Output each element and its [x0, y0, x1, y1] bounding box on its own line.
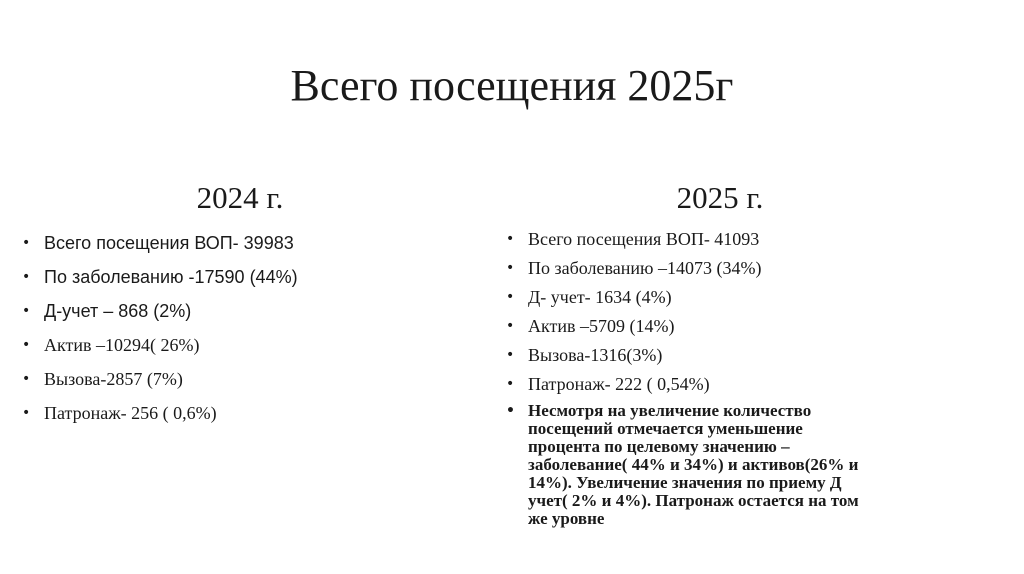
list-item-text: Всего посещения ВОП- 41093 [528, 229, 760, 249]
list-item [506, 257, 876, 286]
list-item-text: Патронаж- 222 ( 0,54%) [528, 374, 710, 394]
bullet-icon: • [22, 269, 31, 285]
bullet-icon: • [506, 376, 515, 392]
right-bullet-list [506, 228, 876, 528]
list-item-text: Несмотря на увеличение количество посещений отмечается уменьшение процента по целевому значению – заболевание( 44% и 34%) и активов(26% и 14%). Увеличение значения по приему Д учет( 2% и 4%). Патронаж остается на том же уровне [528, 401, 859, 528]
list-item [506, 344, 876, 373]
bullet-icon: • [506, 260, 515, 276]
list-item [22, 367, 462, 401]
list-item-summary [506, 402, 876, 528]
list-item [506, 373, 876, 402]
slide-title: Всего посещения 2025г [290, 61, 734, 110]
list-item [506, 286, 876, 315]
bullet-icon: • [506, 289, 515, 305]
bullet-icon: • [506, 403, 515, 419]
list-item-text: По заболеванию –14073 (34%) [528, 258, 762, 278]
list-item-text: Вызова-2857 (7%) [44, 369, 183, 389]
bullet-icon: • [506, 318, 515, 334]
bullet-icon: • [22, 303, 31, 319]
list-item [22, 401, 462, 435]
list-item-text: Актив –10294( 26%) [44, 335, 200, 355]
list-item-text: Актив –5709 (14%) [528, 316, 675, 336]
bullet-icon: • [22, 337, 31, 353]
left-bullet-list [22, 231, 462, 435]
bullet-icon: • [506, 231, 515, 247]
list-item-text: Патронаж- 256 ( 0,6%) [44, 403, 217, 423]
list-item-text: По заболеванию -17590 (44%) [44, 267, 298, 287]
bullet-icon: • [22, 405, 31, 421]
list-item-text: Д-учет – 868 (2%) [44, 301, 192, 321]
list-item [22, 265, 462, 299]
bullet-icon: • [506, 347, 515, 363]
bullet-icon: • [22, 371, 31, 387]
left-column-heading: 2024 г. [196, 180, 284, 215]
list-item-text: Д- учет- 1634 (4%) [528, 287, 672, 307]
list-item-text: Вызова-1316(3%) [528, 345, 663, 365]
list-item [22, 231, 462, 265]
list-item [22, 333, 462, 367]
list-item [506, 315, 876, 344]
right-column-heading: 2025 г. [676, 180, 764, 215]
list-item [22, 299, 462, 333]
list-item [506, 228, 876, 257]
list-item-text: Всего посещения ВОП- 39983 [44, 233, 294, 253]
bullet-icon: • [22, 235, 31, 251]
